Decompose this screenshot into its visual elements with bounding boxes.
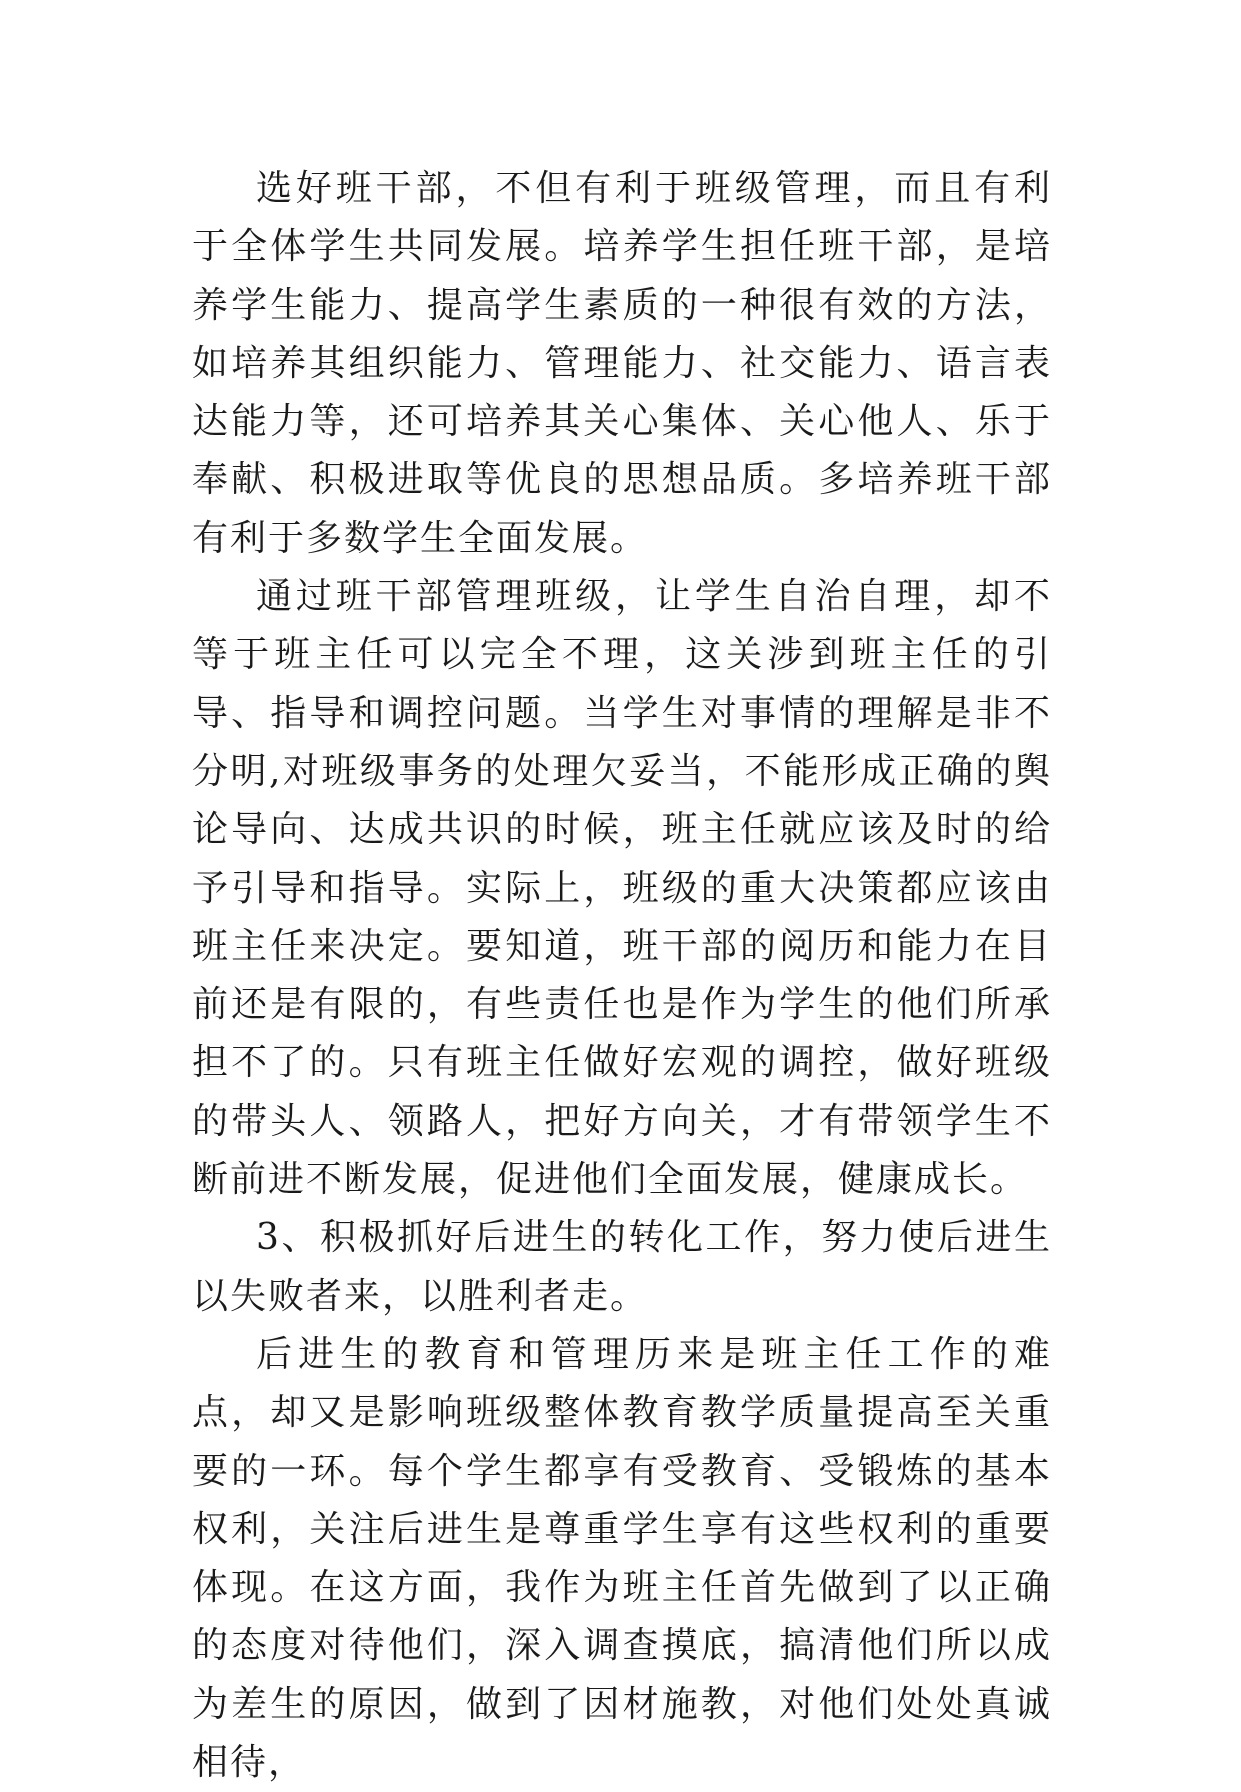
paragraph-section-heading-3: 3、积极抓好后进生的转化工作，努力使后进生以失败者来，以胜利者走。	[192, 1217, 1052, 1317]
paragraph-teacher-guidance: 通过班干部管理班级，让学生自治自理，却不等于班主任可以完全不理，这关涉到班主任的引导、指导和调控问题。当学生对事情的理解是非不分明,对班级事务的处理欠妥当，不能形成正确的舆论导向、达成共识的时候，班主任就应该及时的给予引导和指导。实际上，班级的重大决策都应该由班主任来决定。要知道，班干部的阅历和能力在目前还是有限的，有些责任也是作为学生的他们所承担不了的。只有班主任做好宏观的调控，做好班级的带头人、领路人，把好方向关，才有带领学生不断前进不断发展，促进他们全面发展，健康成长。	[192, 576, 1052, 1201]
paragraph-struggling-students: 后进生的教育和管理历来是班主任工作的难点，却又是影响班级整体教育教学质量提高至关重要的一环。每个学生都享有受教育、受锻炼的基本权利，关注后进生是尊重学生享有这些权利的重要体现。在这方面，我作为班主任首先做到了以正确的态度对待他们，深入调查摸底，搞清他们所以成为差生的原因，做到了因材施教，对他们处处真诚相待，	[192, 1333, 1052, 1784]
document-body	[192, 160, 1052, 1792]
paragraph-class-cadre-selection: 选好班干部，不但有利于班级管理，而且有利于全体学生共同发展。培养学生担任班干部，是培养学生能力、提高学生素质的一种很有效的方法，如培养其组织能力、管理能力、社交能力、语言表达能力等，还可培养其关心集体、关心他人、乐于奉献、积极进取等优良的思想品质。多培养班干部有利于多数学生全面发展。	[192, 168, 1052, 559]
